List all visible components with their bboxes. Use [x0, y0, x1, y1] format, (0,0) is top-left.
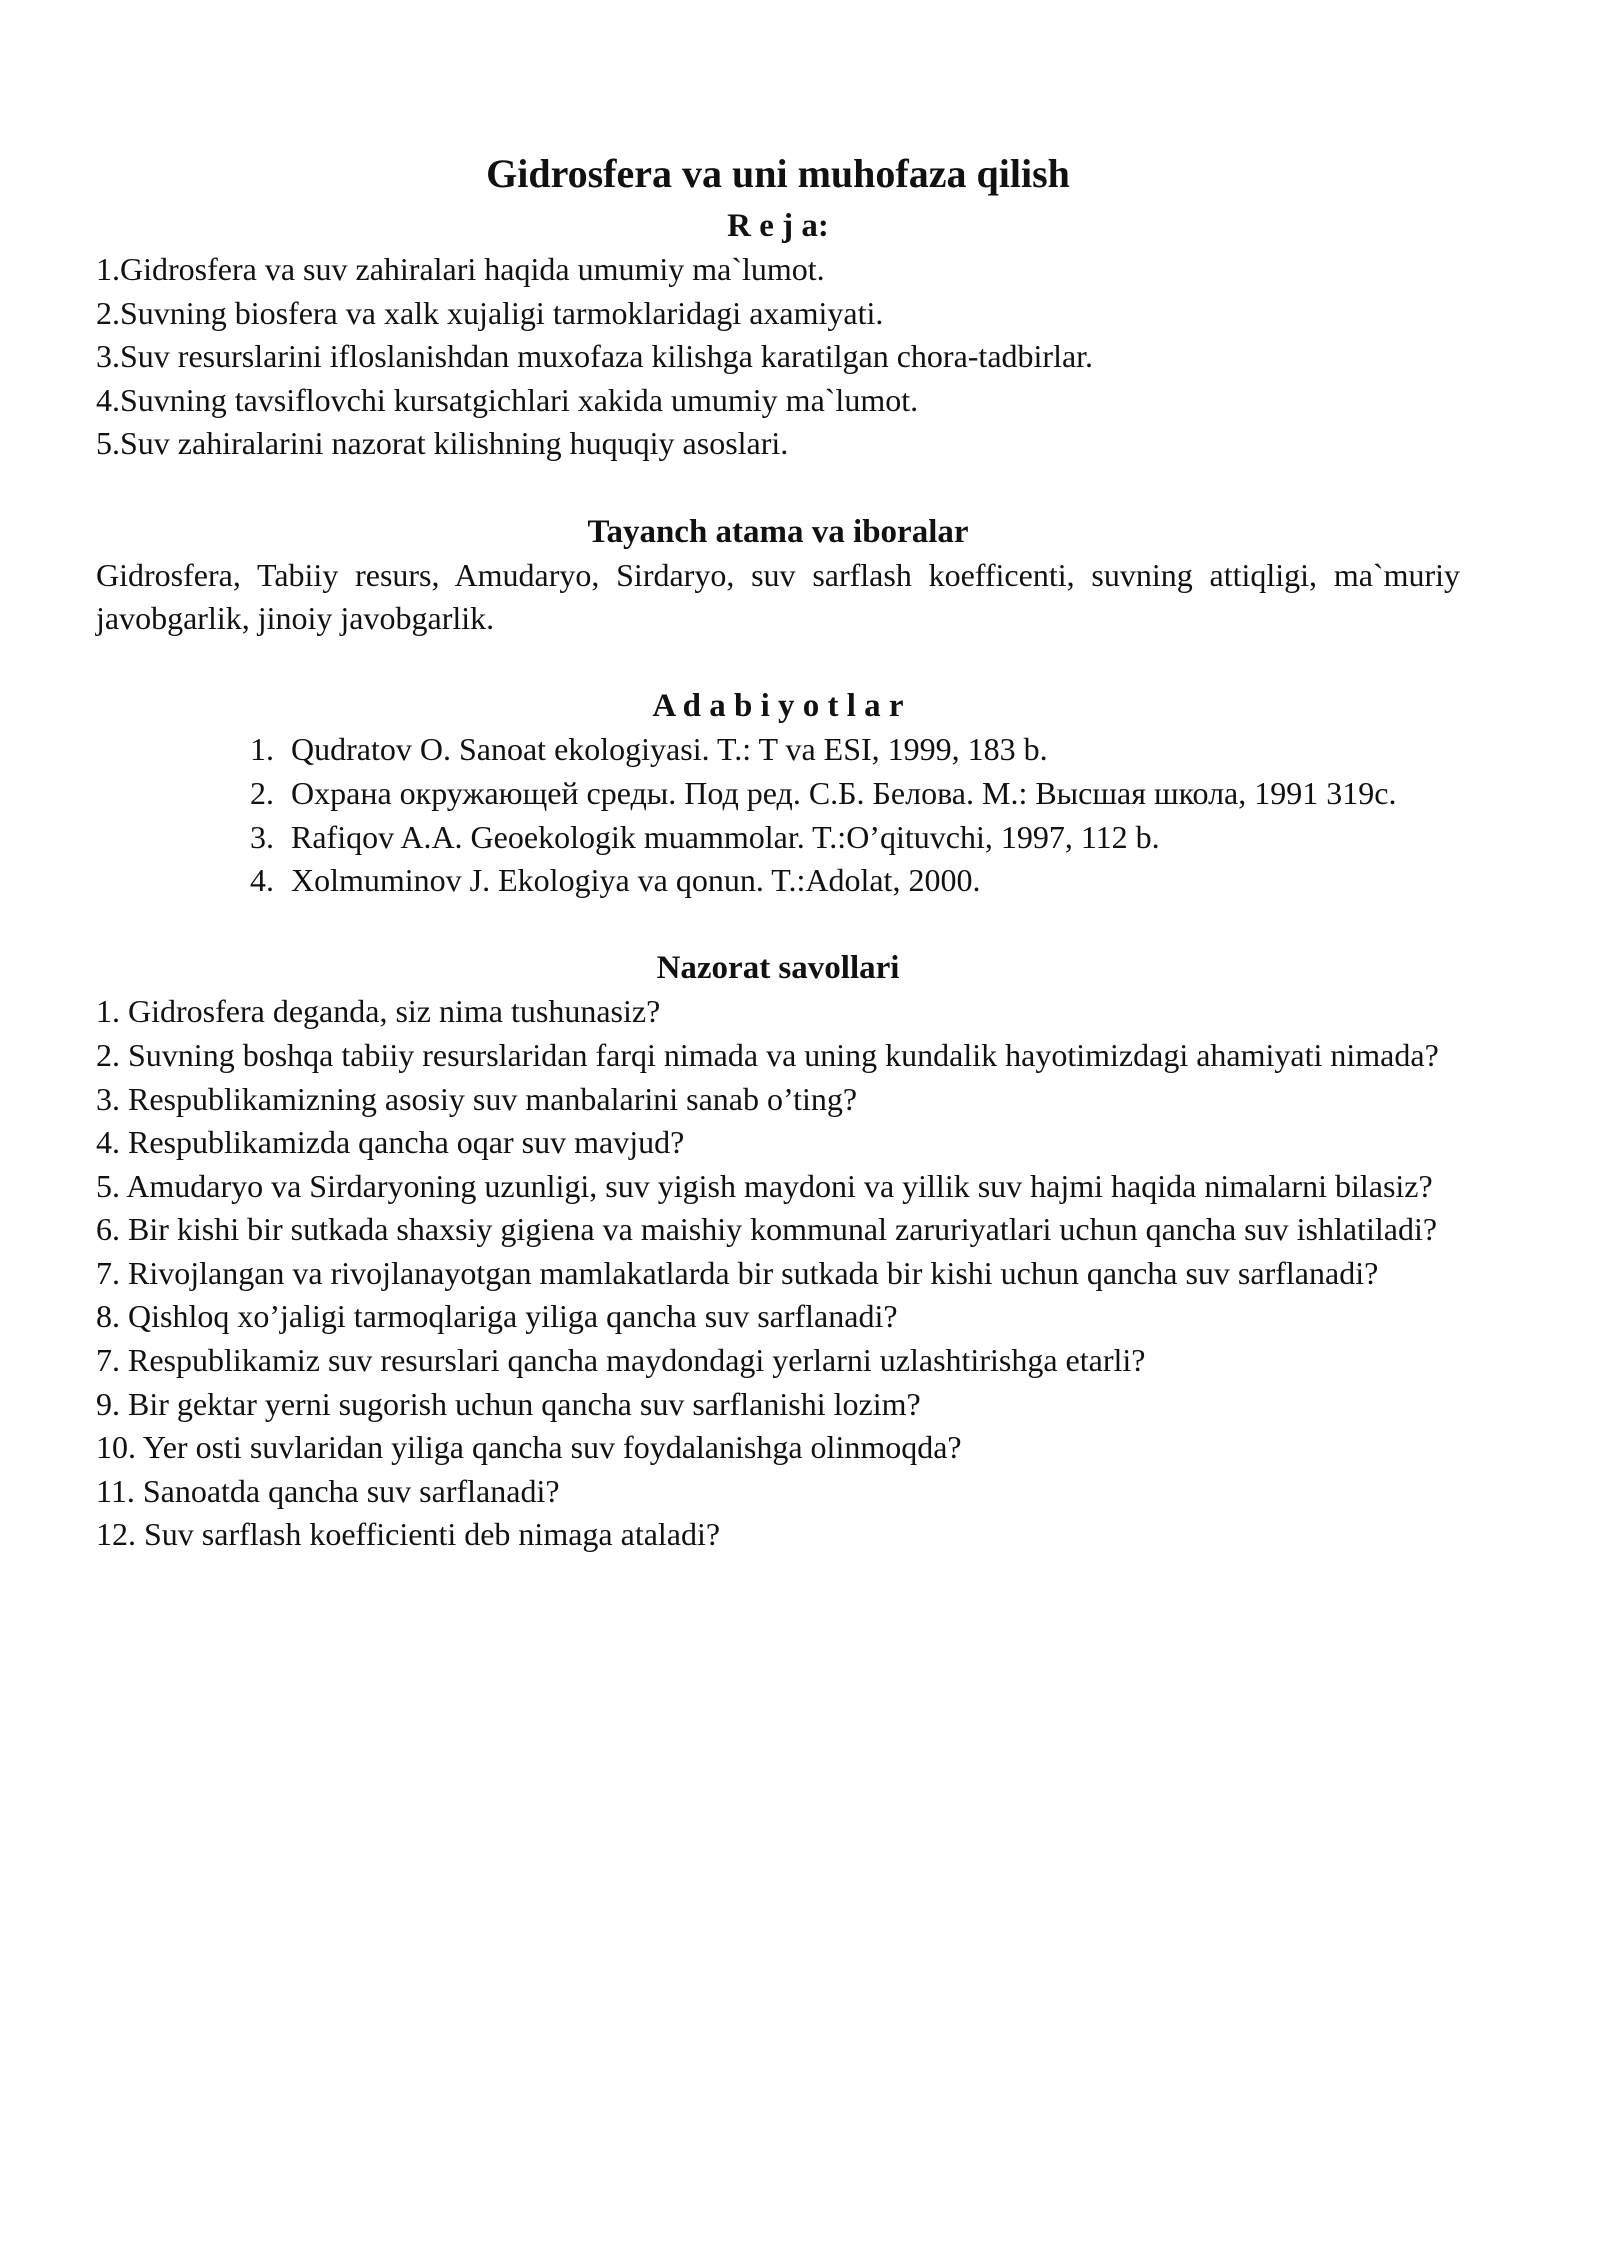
spacer	[96, 466, 1460, 510]
keywords-heading: Tayanch atama va iboralar	[587, 513, 969, 550]
spacer	[96, 641, 1460, 685]
literature-item-text: Qudratov O. Sanoat ekologiyasi. T.: T va ESI, 1999, 183 b.	[291, 731, 1048, 768]
literature-item-number: 1.	[250, 731, 274, 768]
literature-item	[250, 772, 1460, 816]
plan-heading: R e j a:	[727, 208, 829, 244]
question-item: 9. Bir gektar yerni sugorish uchun qancha suv sarflanishi lozim?	[96, 1385, 921, 1422]
question-item: 6. Bir kishi bir sutkada shaxsiy gigiena va maishiy kommunal zaruriyatlari uchun qancha suv ishlatiladi?	[96, 1211, 1438, 1248]
plan-item: 3.Suv resurslarini ifloslanishdan muxofaza kilishga karatilgan chora-tadbirlar.	[96, 338, 1094, 375]
spacer	[96, 903, 1460, 947]
questions-heading: Nazorat savollari	[656, 950, 900, 987]
literature-item	[250, 859, 1460, 903]
question-item: 8. Qishloq xo’jaligi tarmoqlariga yiliga qancha suv sarflanadi?	[96, 1298, 898, 1335]
literature-item-text: Rafiqov A.A. Geoekologik muammolar. T.:O’qituvchi, 1997, 112 b.	[291, 818, 1160, 855]
document-title: Gidrosfera va uni muhofaza qilish	[486, 151, 1070, 196]
literature-item-text: Xolmuminov J. Ekologiya va qonun. T.:Adolat, 2000.	[291, 862, 981, 899]
question-item: 2. Suvning boshqa tabiiy resurslaridan farqi nimada va uning kundalik hayotimizdagi ahamiyati nimada?	[96, 1036, 1439, 1073]
literature-item	[250, 728, 1460, 772]
question-item: 10. Yer osti suvlaridan yiliga qancha suv foydalanishga olinmoqda?	[96, 1429, 962, 1466]
literature-list	[96, 728, 1460, 902]
document-page	[96, 140, 1460, 1557]
plan-item: 4.Suvning tavsiflovchi kursatgichlari xakida umumiy ma`lumot.	[96, 381, 919, 418]
question-item: 5. Amudaryo va Sirdaryoning uzunligi, suv yigish maydoni va yillik suv hajmi haqida nimalarni bilasiz?	[96, 1167, 1433, 1204]
question-item: 7. Rivojlangan va rivojlanayotgan mamlakatlarda bir sutkada bir kishi uchun qancha suv sarflanadi?	[96, 1254, 1379, 1291]
question-item: 4. Respublikamizda qancha oqar suv mavjud?	[96, 1124, 685, 1161]
plan-item: 2.Suvning biosfera va xalk xujaligi tarmoklaridagi axamiyati.	[96, 294, 884, 331]
literature-item-number: 4.	[250, 862, 274, 899]
literature-item-number: 2.	[250, 774, 274, 811]
literature-item	[250, 816, 1460, 860]
question-item: 11. Sanoatda qancha suv sarflanadi?	[96, 1472, 560, 1509]
keywords-text: Gidrosfera, Tabiiy resurs, Amudaryo, Sirdaryo, suv sarflash koefficenti, suvning attiqligi, ma`muriy javobgarlik, jinoiy javobgarlik.	[96, 556, 1460, 637]
literature-item-number: 3.	[250, 818, 274, 855]
plan-item: 1.Gidrosfera va suv zahiralari haqida umumiy ma`lumot.	[96, 251, 825, 287]
question-item: 1. Gidrosfera deganda, siz nima tushunasiz?	[96, 993, 661, 1030]
questions-list	[96, 990, 1460, 1557]
plan-item: 5.Suv zahiralarini nazorat kilishning huquqiy asoslari.	[96, 425, 789, 462]
question-item: 12. Suv sarflash koefficienti deb nimaga ataladi?	[96, 1516, 721, 1553]
literature-heading: A d a b i y o t l a r	[652, 688, 904, 725]
literature-item-text: Охрана окружающей среды. Под ред. С.Б. Белова. М.: Высшая школа, 1991 319с.	[291, 774, 1397, 811]
question-item: 7. Respublikamiz suv resurslari qancha maydondagi yerlarni uzlashtirishga etarli?	[96, 1342, 1146, 1379]
question-item: 3. Respublikamizning asosiy suv manbalarini sanab o’ting?	[96, 1080, 858, 1117]
plan-list	[96, 248, 1460, 466]
